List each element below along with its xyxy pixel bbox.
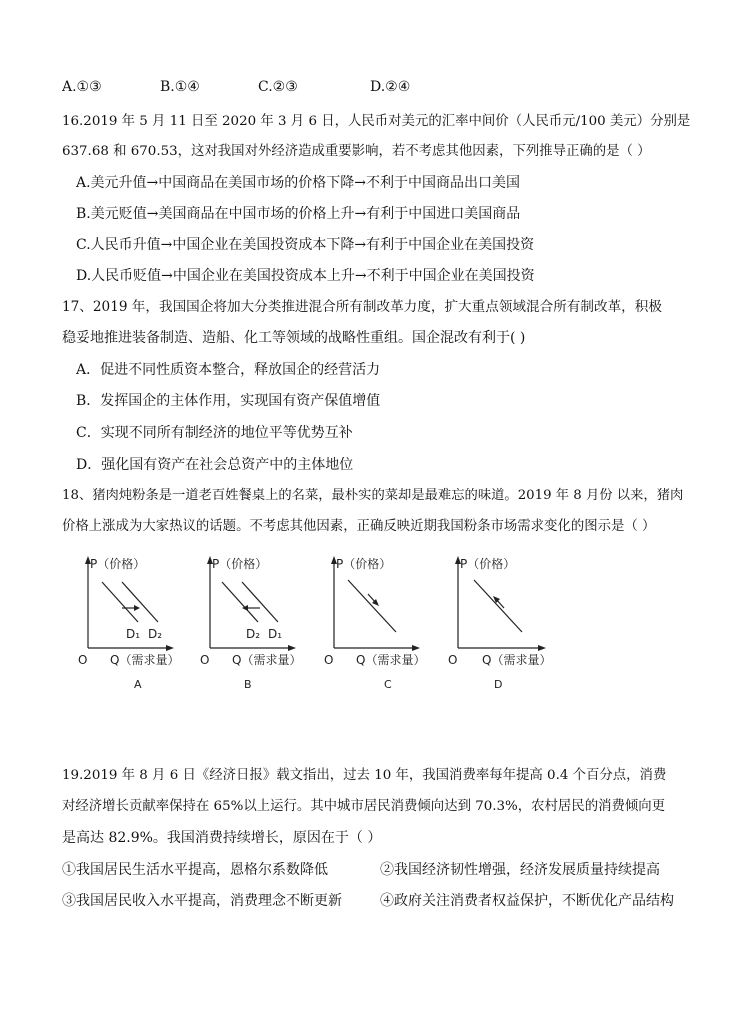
graph-b-caption: B <box>244 678 252 691</box>
q19-option-2: ②我国经济韧性增强，经济发展质量持续提高 <box>380 862 660 878</box>
q18-stem-line-1: 18、猪肉炖粉条是一道老百姓餐桌上的名菜，最朴实的菜却是最难忘的味道。2019 年 8 月份 以来，猪肉 <box>62 488 684 503</box>
graph-a-label-d1: D₁ <box>126 627 141 641</box>
graph-b-ylabel: P（价格） <box>212 557 268 571</box>
q17-option-b: B．发挥国企的主体作用，实现国有资产保值增值 <box>76 393 381 409</box>
q16-stem-line-2: 637.68 和 670.53，这对我国对外经济造成重要影响，若不考虑其他因素，下列推导正确的是（ ） <box>62 144 651 159</box>
q19-stem-line-3: 是高达 82.9%。我国消费持续增长，原因在于（ ） <box>62 830 382 846</box>
graph-a-origin: O <box>78 653 88 667</box>
graph-b-origin: O <box>200 653 210 667</box>
q19-option-3: ③我国居民收入水平提高，消费理念不断更新 <box>62 893 342 909</box>
q18-stem-line-2: 价格上涨成为大家热议的话题。不考虑其他因素，正确反映近期我国粉条市场需求变化的图示是（ ） <box>62 519 656 534</box>
q15-option-b: B.①④ <box>160 79 200 95</box>
q19-stem-line-2: 对经济增长贡献率保持在 65%以上运行。其中城市居民消费倾向达到 70.3%，农村居民的消费倾向更 <box>62 799 666 814</box>
q17-option-d: D．强化国有资产在社会总资产中的主体地位 <box>76 457 354 473</box>
q16-option-d: D.人民币贬值→中国企业在美国投资成本上升→不利于中国企业在美国投资 <box>76 268 535 284</box>
graph-a-caption: A <box>134 678 142 691</box>
graph-a-xlabel: Q（需求量） <box>110 653 180 667</box>
q16-option-b: B.美元贬值→美国商品在中国市场的价格上升→有利于中国进口美国商品 <box>76 206 521 222</box>
graph-b-label-d2: D₂ <box>246 627 261 641</box>
graph-c-ylabel: P（价格） <box>336 557 392 571</box>
q15-option-d: D.②④ <box>370 79 411 95</box>
graph-d-origin: O <box>448 653 458 667</box>
graph-d-caption: D <box>494 678 503 691</box>
graph-a-curve-d1 <box>102 582 138 622</box>
graph-a-ylabel: P（价格） <box>90 557 146 571</box>
q17-option-c: C．实现不同所有制经济的地位平等优势互补 <box>76 425 353 441</box>
graph-c-xlabel: Q（需求量） <box>356 653 426 667</box>
q19-stem-line-1: 19.2019 年 8 月 6 日《经济日报》载文指出，过去 10 年，我国消费率每年提高 0.4 个百分点，消费 <box>62 768 667 783</box>
graph-c-origin: O <box>324 653 334 667</box>
q15-option-a: A.①③ <box>62 79 102 95</box>
graph-b-curve-d2 <box>222 582 258 622</box>
graph-d-xlabel: Q（需求量） <box>482 653 552 667</box>
graph-b-curve-d1 <box>242 582 278 622</box>
q17-stem-line-2: 稳妥地推进装备制造、造船、化工等领域的战略性重组。国企混改有利于( ) <box>62 330 526 346</box>
q15-option-c: C.②③ <box>258 79 298 95</box>
q19-option-4: ④政府关注消费者权益保护，不断优化产品结构 <box>380 893 674 909</box>
graph-a-curve-d2 <box>122 582 158 622</box>
q16-stem-line-1: 16.2019 年 5 月 11 日至 2020 年 3 月 6 日，人民币对美元的汇率中间价（人民币元/100 美元）分别是 <box>62 114 691 129</box>
graph-a-label-d2: D₂ <box>148 627 163 641</box>
graph-d-demand-curve <box>474 580 522 632</box>
graph-c-caption: C <box>384 678 392 691</box>
graph-b <box>198 552 302 692</box>
q16-option-a: A.美元升值→中国商品在美国市场的价格下降→不利于中国商品出口美国 <box>76 175 521 191</box>
graph-d <box>446 552 550 692</box>
graph-c-demand-curve <box>348 580 396 632</box>
q17-option-a: A．促进不同性质资本整合，释放国企的经营活力 <box>76 362 381 378</box>
q16-option-c: C.人民币升值→中国企业在美国投资成本下降→有利于中国企业在美国投资 <box>76 237 535 253</box>
graph-d-ylabel: P（价格） <box>460 557 516 571</box>
graph-b-xlabel: Q（需求量） <box>232 653 302 667</box>
graph-c <box>322 552 426 692</box>
graph-b-label-d1: D₁ <box>268 627 283 641</box>
q19-option-1: ①我国居民生活水平提高，恩格尔系数降低 <box>62 862 328 878</box>
q17-stem-line-1: 17、2019 年，我国国企将加大分类推进混合所有制改革力度，扩大重点领域混合所有制改革，积极 <box>62 299 662 315</box>
graph-a <box>76 552 180 692</box>
